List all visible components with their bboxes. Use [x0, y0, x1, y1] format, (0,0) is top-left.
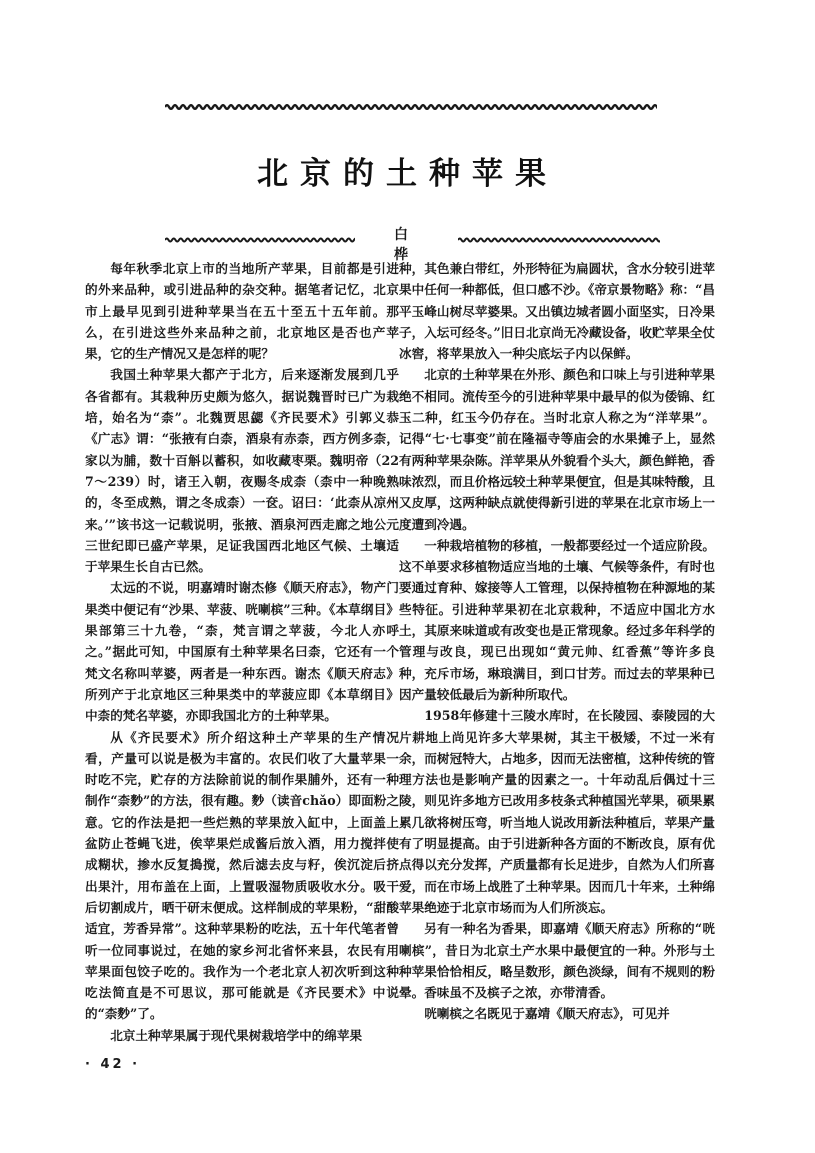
body-paragraph: 另有一种名为香果，即嘉靖《顺天府志》所称的“咣喇槟”，昔日为北京土产水果中最便宜的一种。外形与土种苹果恰恰相反，略呈数形，颜色淡绿，间有不规则的粉晕。香味虽不及槟子之浓，亦带清香。 — [399, 921, 715, 1001]
body-paragraph: 从《齐民要术》所介绍这种土产苹果的生产情况看，产量可以说是极为丰富的。农民们收了大量苹果一时吃不完，贮存的方法除前说的制作果脯外，还有一种制作“柰麨”的方法，很有趣。麨（读音chǎo）即面粉之意。它的作法是把一些烂熟的苹果放入缸中，上面盖上盆防止苍蝇飞进，俟苹果烂成酱后放入酒，用力搅拌使成糊状，掺水反复搗搅，然后滤去皮与籽，俟沉淀后挤出果汁，用布盖在上面，上置吸湿物质吸收水分。吸干后切割成片，晒干研末便成。这样制成的苹果粉，“甜酸适宜，芳香异常”。这种苹果粉的吃法，五十年代笔者曾听一位同事说过，在她的家乡河北省怀来县，农民有用苹果面包饺子吃的。我作为一个老北京人初次听到这种吃法简直是不可思议，那可能就是《齐民要术》中说的“柰麨”了。 — [85, 729, 399, 1022]
body-paragraph: 咣喇槟之名既见于嘉靖《顺天府志》，可见并 — [424, 1006, 670, 1022]
body-paragraph: 太远的不说，明嘉靖时谢杰修《顺天府志》，物产门果类中便记有“沙果、苹菠、咣喇槟”三种。《本草纲目》果部第三十九卷，“柰，梵言谓之苹菠，今北人亦呼之。”据此可知，中国原有土种苹果名曰柰，它还有一个梵文名称叫苹婆，两者是一种东西。谢杰《顺天府志》所列产于北京地区三种果类中的苹菠应即《本草纲目》中柰的梵名苹婆，亦即我国北方的土种苹果。 — [85, 580, 399, 724]
body-paragraph: 北京土种苹果属于现代果树栽培学中的绵苹果 — [110, 1027, 363, 1043]
article-title: 北京的土种苹果 — [257, 156, 558, 192]
body-paragraph: 每年秋季北京上市的当地所产苹果，目前都是引进的外来品种，或引进品种的杂交种。据笔者记忆，北京市上最早见到引进种苹果当在五十至五十五年前。那么，在引进这些外来品种之前，北京地区是否也产苹果，它的生产情况又是怎样的呢？ — [85, 261, 399, 362]
byline-left-wavy-rule — [165, 230, 355, 240]
byline — [165, 224, 660, 263]
body-paragraph: 一种栽培植物的移植，一般都要经过一个适应阶段。这不单要求移植物适应当地的土壤、气候等条件，有时也要通过育种、嫁接等人工管理，以保持植物在种源地的某些特征。引进种苹果初在北京栽种，不适应中国北方水土，其原来味道或有改变也是正常现象。经过多年科学的管理与改良，现已出现如“黄元帅、红香蕉”等许多良种，充斥市场，琳琅满目，到口甘芳。而过去的苹果种已因产量较低最后为新种所取代。 — [399, 537, 715, 702]
body-paragraph: 1958年修建十三陵水库时，在长陵园、泰陵园的大片耕地上尚见许多大苹果树，其主干极矮，不过一米有余，而树冠特大，占地多，因而无法密植，这种传统的管理方法也是影响产量的因素之一。十年动乱后偶过十三陵，则见许多地方已改用多枝条式种植国光苹果，硕果累累几欲将树压弯，听当地人说改用新法种植后，苹果产量有了明显提高。由于引进新种各方面的不断改良，原有优点得以充分发挥，产质量都有长足进步，自然为人们所喜爱，而在市场上战胜了土种苹果。因而几十年来，土种绵苹果绝迹于北京市场而为人们所淡忘。 — [399, 708, 715, 915]
article-author: 白 桦 — [394, 227, 458, 263]
body-paragraph: 我国土种苹果大都产于北方，后来逐渐发展到几乎各省都有。其栽种历史颇为悠久，据说魏晋时已广为栽培，始名为“柰”。北魏贾思勰《齐民要术》引郭义恭《广志》谓：“张掖有白柰，酒泉有赤柰，西方例多柰，家以为脯，数十百斛以蓄积，如收藏枣栗。魏明帝（227～239）时，诸王入朝，夜赐冬成柰（柰中一种晚熟的，冬至成熟，谓之冬成柰）一奁。诏曰：‘此柰从凉州来。’”该书这一记载说明，张掖、酒泉河西走廊之地公元三世纪即已盛产苹果，足证我国西北地区气候、土壤适于苹果生长自古已然。 — [85, 367, 399, 575]
title-top-wavy-rule — [165, 101, 657, 113]
byline-right-wavy-rule — [458, 230, 660, 240]
left-text-column — [85, 258, 399, 1046]
page-number: · 42 · — [85, 1057, 141, 1072]
body-paragraph-continued: 种，其色兼白带红，外形特征为扁圆状，含水分较引进苹果中任何一种都低，但口感不沙。《帝京景物略》称：“昌平玉峰山树尽苹婆果。又出镇边城者圆小面坚实，日冷果子，入坛可经冬。”旧日北京尚无冷藏设备，收贮苹果全仗冰窖，将苹果放入一种尖底坛子内以保鲜。 — [399, 261, 715, 362]
right-text-column — [399, 258, 715, 1025]
body-paragraph: 北京的土种苹果在外形、颜色和口味上与引进种苹果绝不相同。流传至今的引进种苹果中最早的似为倭锦、红玉二种，红玉今仍存在。当时北京人称之为“洋苹果”。记得“七·七事变”前在隆福寺等庙会的水果摊子上，显然有两种苹果杂陈。洋苹果从外貌看个头大，颜色鲜艳，香味浓烈，而且价格远较土种苹果便宜，但是其味特酸，且又皮厚，这两种缺点就使得新引进的苹果在北京市场上一度遭到冷遇。 — [399, 367, 715, 532]
